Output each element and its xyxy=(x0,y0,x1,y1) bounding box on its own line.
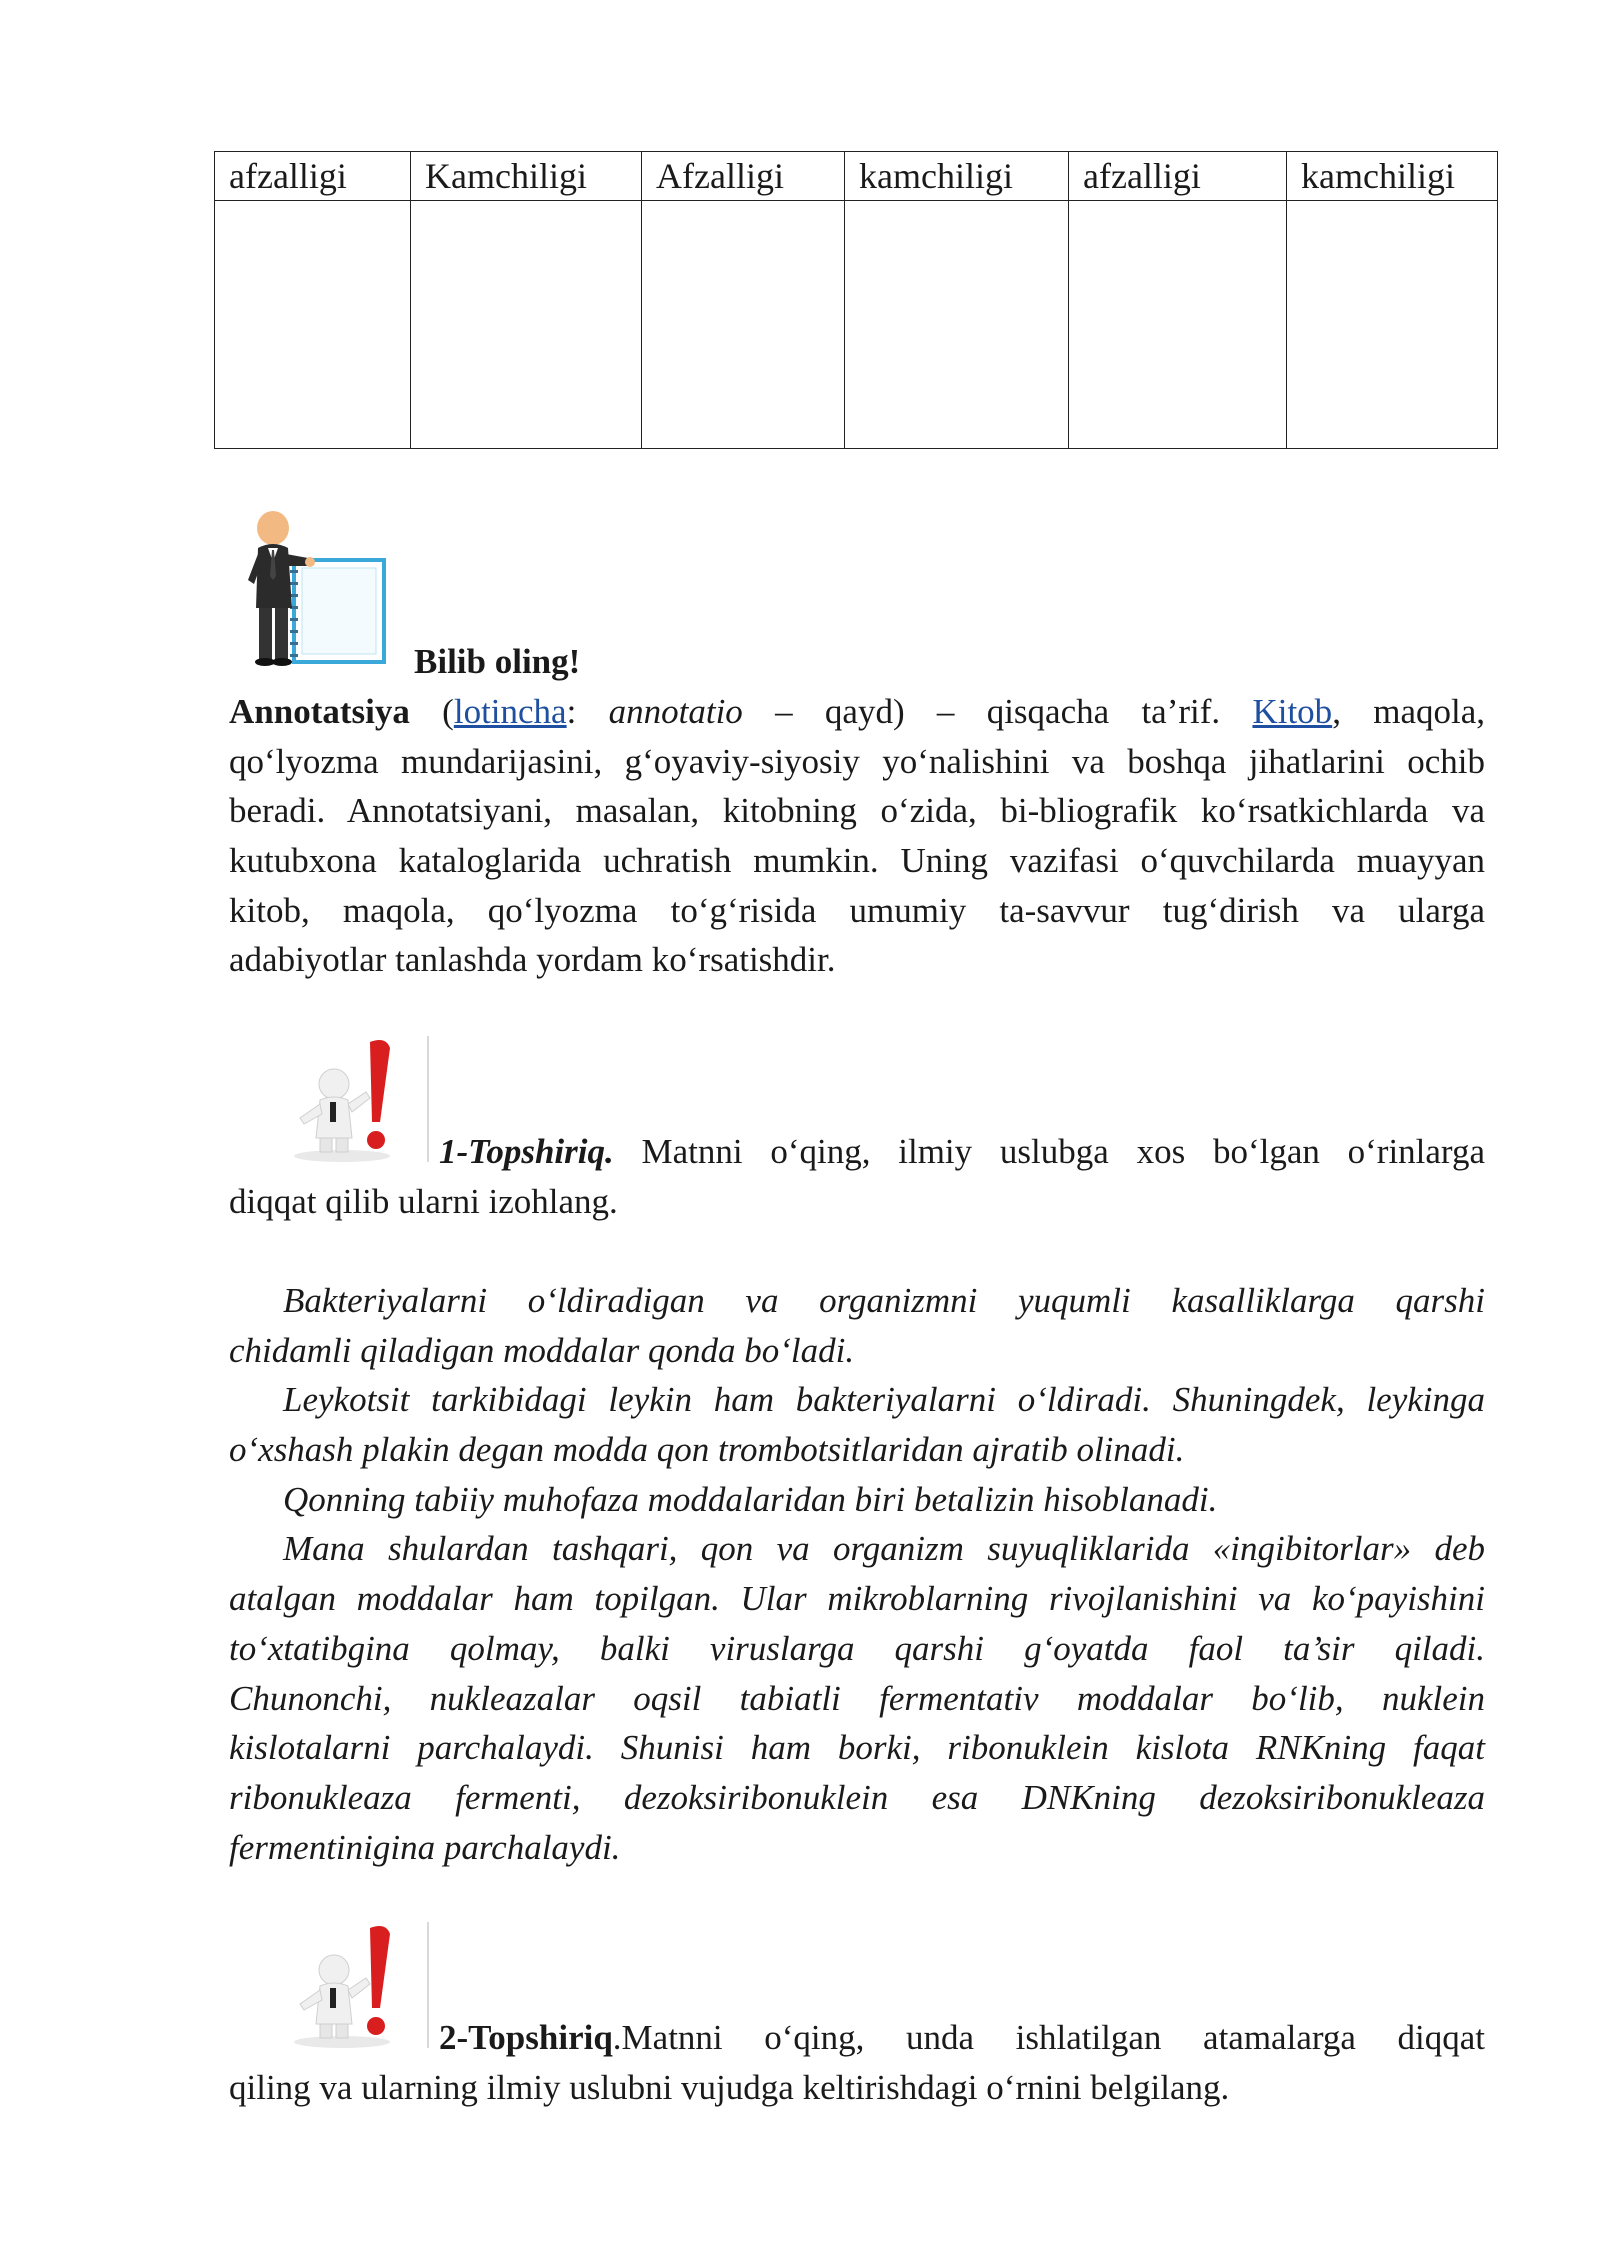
table-cell xyxy=(845,201,1069,449)
text-span: , maqola, xyxy=(1332,692,1486,731)
task1-label: 1-Topshiriq. xyxy=(439,1132,614,1171)
paragraph-line: Mana shulardan tashqari, qon va organizm suyuqliklarida «ingibitorlar» deb xyxy=(283,1529,1485,1569)
text-span: . xyxy=(612,2018,622,2057)
lotincha-link[interactable]: lotincha xyxy=(453,692,567,731)
table-cell xyxy=(1287,201,1498,449)
paragraph-line xyxy=(229,687,1485,737)
text-span: Matnni o‘qing, unda ishlatilgan atamalarga diqqat xyxy=(621,2018,1485,2057)
paragraph-line: Bakteriyalarni o‘ldiradigan va organizmni yuqumli kasalliklarga qarshi xyxy=(283,1281,1485,1320)
passage-paragraph xyxy=(229,1276,1485,1872)
paragraph-line: to‘xtatibgina qolmay, balki viruslarga qarshi g‘oyatda faol ta’sir qiladi. xyxy=(229,1628,1485,1668)
table-header-row xyxy=(215,152,1498,201)
comparison-table xyxy=(214,151,1498,449)
table-header-cell: kamchiligi xyxy=(845,152,1069,201)
paragraph-line: ribonukleaza fermenti, dezoksiribonuklein esa DNKning dezoksiribonukleaza xyxy=(229,1777,1485,1817)
paragraph-line: Chunonchi, nukleazalar oqsil tabiatli fermentativ moddalar bo‘lib, nuklein xyxy=(229,1678,1485,1718)
text-span: Matnni o‘qing, ilmiy uslubga xos bo‘lgan o‘rinlarga xyxy=(613,1132,1485,1171)
paragraph-line: diqqat qilib ularni izohlang. xyxy=(229,1181,618,1221)
table-cell xyxy=(215,201,411,449)
table-cell xyxy=(1069,201,1287,449)
term-annotatsiya: Annotatsiya xyxy=(229,692,410,731)
table-header-cell: Kamchiligi xyxy=(411,152,642,201)
paragraph-line: qo‘lyozma mundarijasini, g‘oyaviy-siyosiy yo‘nalishini va boshqa jihatlarini ochib xyxy=(229,741,1485,781)
teacher-board-icon xyxy=(246,510,396,670)
task2-paragraph xyxy=(229,2013,1485,2112)
paragraph-line: o‘xshash plakin degan modda qon trombotsitlaridan ajratib olinadi. xyxy=(229,1430,1185,1470)
paragraph-line: chidamli qiladigan moddalar qonda bo‘ladi. xyxy=(229,1330,855,1370)
paragraph-line: adabiyotlar tanlashda yordam ko‘rsatishdir. xyxy=(229,940,836,980)
kitob-link[interactable]: Kitob xyxy=(1252,692,1333,731)
table-header-cell: afzalligi xyxy=(215,152,411,201)
table-cell xyxy=(411,201,642,449)
text-span: : xyxy=(566,692,609,731)
paragraph-line: qiling va ularning ilmiy uslubni vujudga keltirishdagi o‘rnini belgilang. xyxy=(229,2067,1230,2107)
bilib-heading xyxy=(414,637,1600,687)
paragraph-line: fermentinigina parchalaydi. xyxy=(229,1827,621,1867)
task1-paragraph xyxy=(229,1127,1485,1226)
table-header-cell: Afzalligi xyxy=(642,152,845,201)
paragraph-line: atalgan moddalar ham topilgan. Ular mikroblarning rivojlanishini va ko‘payishini xyxy=(229,1579,1485,1619)
paragraph-line: beradi. Annotatsiyani, masalan, kitobning o‘zida, bi-bliografik ko‘rsatkichlarda va xyxy=(229,791,1485,831)
table-header-cell: kamchiligi xyxy=(1287,152,1498,201)
latin-term: annotatio xyxy=(608,692,743,731)
table-cell xyxy=(642,201,845,449)
paragraph-line: kitob, maqola, qo‘lyozma to‘g‘risida umumiy ta-savvur tug‘dirish va ularga xyxy=(229,890,1485,930)
paragraph-line: Leykotsit tarkibidagi leykin ham bakteriyalarni o‘ldiradi. Shuningdek, leykinga xyxy=(283,1380,1485,1420)
table-row xyxy=(215,201,1498,449)
paragraph-line: Qonning tabiiy muhofaza moddalaridan biri betalizin hisoblanadi. xyxy=(283,1479,1218,1519)
section-heading: Bilib oling! xyxy=(414,642,581,681)
paragraph-line xyxy=(229,2013,1485,2063)
paragraph-line: kislotalarni parchalaydi. Shunisi ham borki, ribonuklein kislota RNKning faqat xyxy=(229,1728,1485,1768)
paragraph-line: kutubxona kataloglarida uchratish mumkin. Uning vazifasi o‘quvchilarda muayyan xyxy=(229,841,1485,881)
text-span: – qayd) – qisqacha ta’rif. xyxy=(742,692,1253,731)
paragraph-line xyxy=(229,1127,1485,1177)
task2-label: 2-Topshiriq xyxy=(439,2018,613,2057)
annotation-paragraph xyxy=(229,687,1485,985)
text-span: ( xyxy=(409,692,454,731)
table-header-cell: afzalligi xyxy=(1069,152,1287,201)
